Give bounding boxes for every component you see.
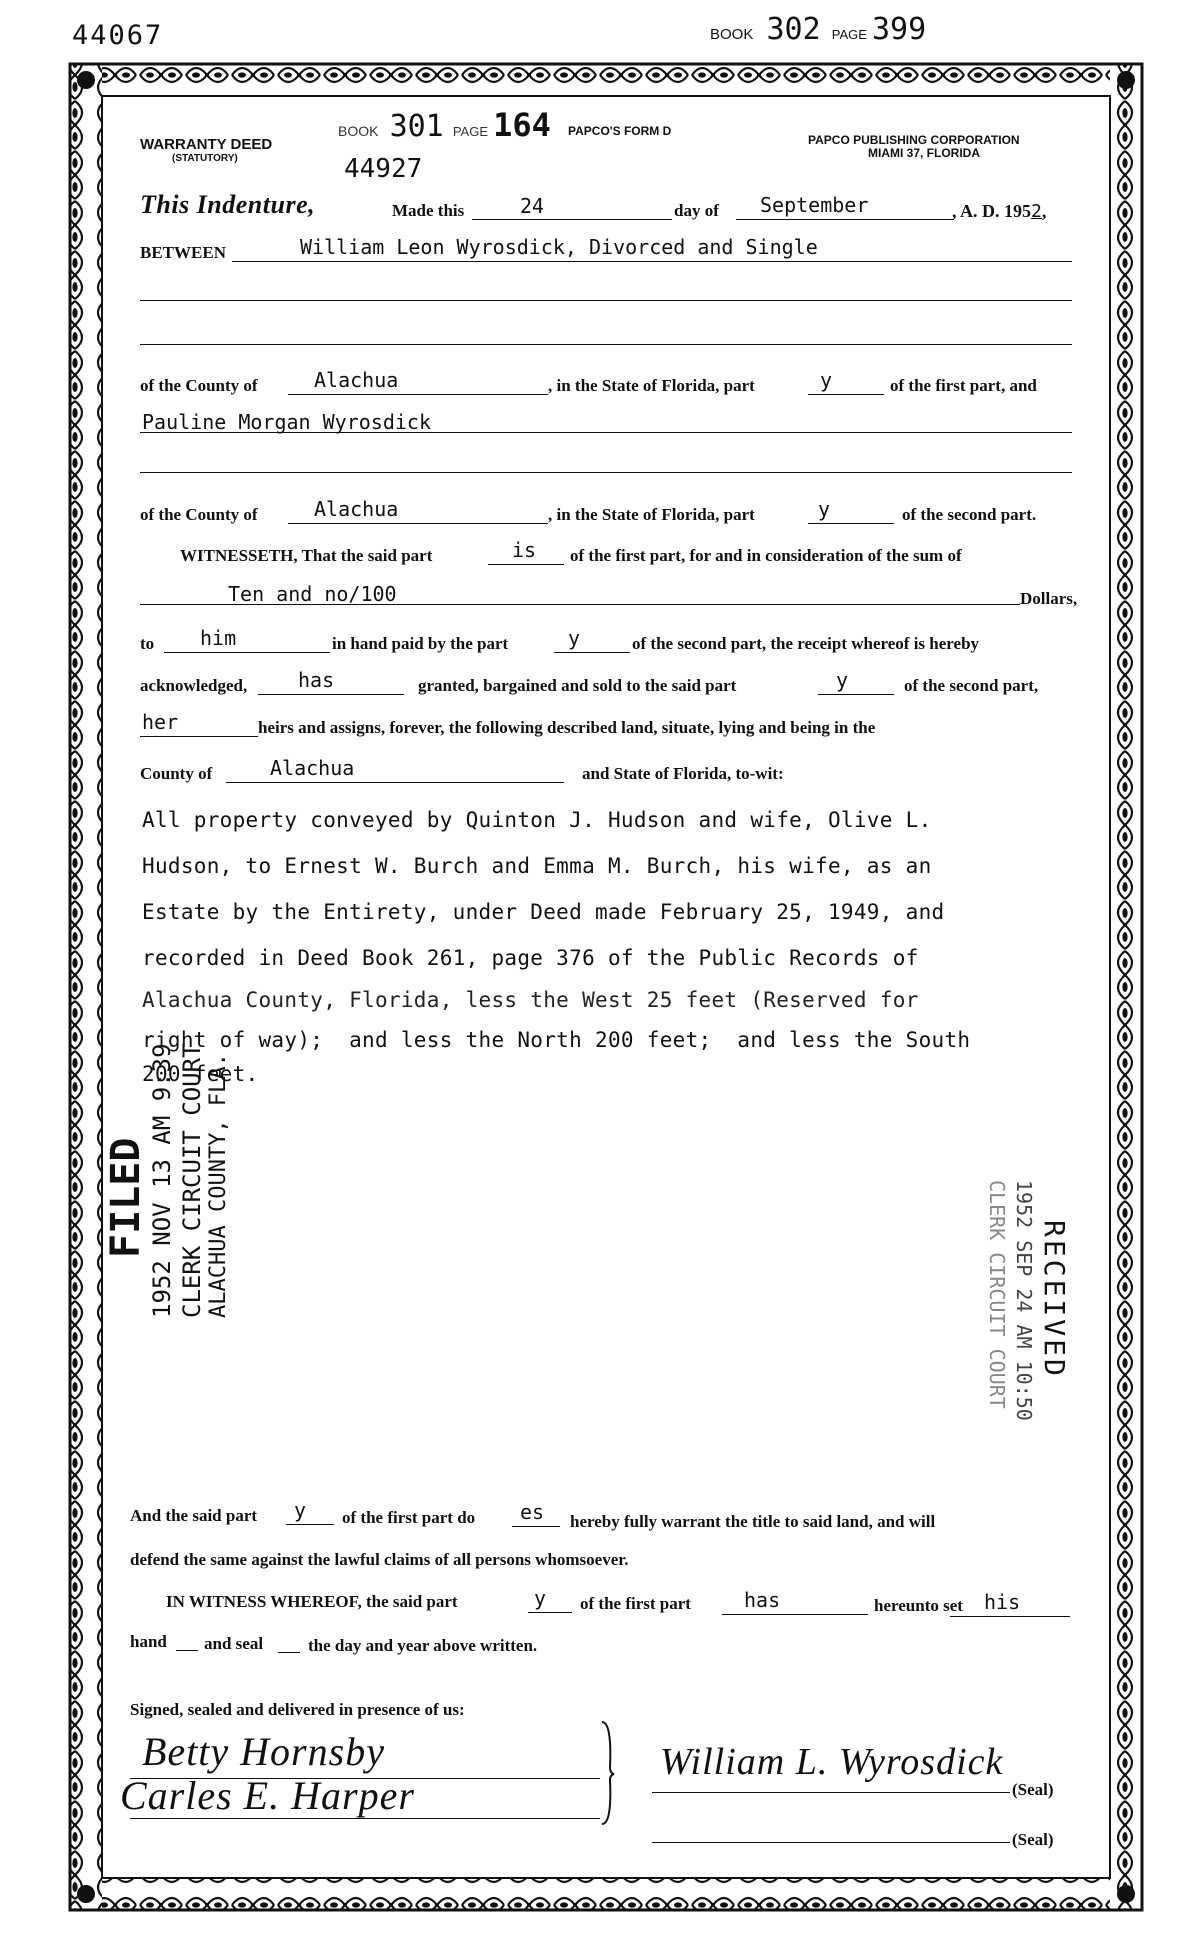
heirs-value: her — [142, 710, 179, 734]
book-label: BOOK — [710, 26, 754, 43]
warranty-line2: defend the same against the lawful claims of all persons whomsoever. — [130, 1550, 629, 1569]
ad-label — [952, 201, 1046, 222]
seal-label-1: (Seal) — [1012, 1780, 1054, 1799]
original-book-page — [338, 106, 551, 144]
day-of-label: day of — [674, 201, 719, 220]
description-line-1: All property conveyed by Quinton J. Hudson and wife, Olive L. — [142, 808, 932, 832]
deed-subtype: (STATUTORY) — [172, 153, 238, 164]
book-number: 302 — [766, 12, 821, 47]
hand-paid-label: in hand paid by the part — [332, 634, 509, 653]
page-number: 399 — [872, 12, 927, 47]
description-line-6: right of way); and less the North 200 feet; and less the South — [142, 1028, 971, 1052]
witnesseth-intro: WITNESSETH, That the said part — [180, 546, 433, 565]
day-year-label: the day and year above written. — [308, 1636, 538, 1655]
state-label-3: and State of Florida, to-wit: — [582, 764, 784, 783]
dollars-label: Dollars, — [1020, 589, 1078, 608]
witness-whereof-value2: his — [984, 1590, 1021, 1614]
receipt-label: of the second part, the receipt whereof is hereby — [632, 634, 980, 653]
orig-book-label: BOOK — [338, 123, 379, 139]
made-year-digit: 2 — [1031, 201, 1042, 222]
hand-label: hand — [130, 1632, 167, 1651]
grantor-name: William Leon Wyrosdick, Divorced and Single — [300, 235, 818, 259]
consideration-sum: Ten and no/100 — [228, 582, 397, 606]
received-stamp — [984, 1180, 1070, 1421]
document-number: 44067 — [72, 20, 164, 51]
warranty-line1-suffix: y — [294, 1498, 307, 1522]
form-name: PAPCO'S FORM D — [568, 124, 672, 138]
acknowledged-label: acknowledged, — [140, 676, 248, 695]
presence-label: Signed, sealed and delivered in presence of us: — [130, 1700, 465, 1719]
witness-signature-1: Betty Hornsby — [142, 1729, 385, 1774]
indenture-title: This Indenture, — [140, 190, 316, 219]
filed-county: ALACHUA COUNTY, FLA. — [206, 1053, 231, 1318]
made-month: September — [760, 193, 869, 217]
description-line-4: recorded in Deed Book 261, page 376 of the Public Records of — [142, 946, 919, 970]
second-part-label: of the second part. — [902, 505, 1037, 524]
to-value: him — [200, 626, 237, 650]
witness-whereof-b: of the first part — [580, 1594, 691, 1613]
description-line-3: Estate by the Entirety, under Deed made February 25, 1949, and — [142, 900, 945, 924]
filed-datetime: 1952 NOV 13 AM 9:39 — [148, 1043, 176, 1318]
state-label-1: , in the State of Florida, part — [548, 376, 755, 395]
county-label-2: of the County of — [140, 505, 258, 524]
orig-page-label: PAGE — [452, 124, 489, 139]
grantor-signature: William L. Wyrosdick — [660, 1741, 1004, 1783]
grantee-name: Pauline Morgan Wyrosdick — [142, 410, 431, 434]
grantor-party-suffix: y — [820, 368, 833, 392]
hand-paid-suffix: y — [568, 626, 581, 650]
witness-whereof-value: has — [744, 1588, 781, 1612]
seal-label-2: (Seal) — [1012, 1830, 1054, 1849]
county-label-3: County of — [140, 764, 213, 783]
warranty-line1-b: of the first part do — [342, 1508, 476, 1527]
to-label: to — [140, 634, 155, 653]
orig-book-number: 301 — [389, 109, 444, 144]
page-label: PAGE — [831, 27, 867, 42]
description-line-2: Hudson, to Ernest W. Burch and Emma M. Burch, his wife, as an — [142, 854, 932, 878]
warranty-line1-a: And the said part — [130, 1506, 258, 1525]
signature-bracket — [598, 1718, 618, 1828]
witness-whereof-suffix: y — [534, 1586, 547, 1610]
made-label: Made this — [392, 201, 465, 220]
orig-page-number: 164 — [493, 106, 551, 144]
received-word: RECEIVED — [1038, 1220, 1071, 1379]
seal-label: and seal — [204, 1634, 264, 1653]
description-line-7: 200 feet. — [142, 1062, 259, 1086]
state-label-2: , in the State of Florida, part — [548, 505, 755, 524]
witness-signature-2: Carles E. Harper — [120, 1773, 415, 1818]
grantee-party-suffix: y — [818, 497, 831, 521]
warranty-line1-value: es — [520, 1500, 545, 1524]
witness-whereof-a: IN WITNESS WHEREOF, the said part — [166, 1592, 458, 1611]
ad-end: , — [1041, 201, 1047, 221]
first-part-label: of the first part, and — [890, 376, 1037, 395]
county-label-1: of the County of — [140, 376, 258, 395]
publisher-city: MIAMI 37, FLORIDA — [868, 146, 981, 160]
witness-whereof-c: hereunto set — [874, 1596, 963, 1615]
acknowledged-value: has — [298, 668, 335, 692]
between-label: BETWEEN — [140, 243, 226, 262]
ad-text: , A. D. 195 — [952, 201, 1032, 221]
second-part-label-2: of the second part, — [904, 676, 1039, 695]
received-court: CLERK CIRCUIT COURT — [985, 1180, 1009, 1409]
warranty-line1-c: hereby fully warrant the title to said land, and will — [570, 1512, 936, 1531]
filed-court: CLERK CIRCUIT COURT — [178, 1043, 206, 1318]
grantor-county: Alachua — [314, 368, 399, 392]
deed-type: WARRANTY DEED — [140, 136, 273, 153]
witnesseth-part-suffix: is — [512, 538, 537, 562]
land-county: Alachua — [270, 756, 355, 780]
consideration-label: of the first part, for and in consideration of the sum of — [570, 546, 962, 565]
description-line-5: Alachua County, Florida, less the West 25 feet (Reserved for — [142, 988, 919, 1012]
made-day: 24 — [520, 194, 545, 218]
filed-stamp — [103, 1043, 232, 1318]
grantee-county: Alachua — [314, 497, 399, 521]
granted-suffix: y — [836, 668, 849, 692]
heirs-label: heirs and assigns, forever, the following described land, situate, lying and being in the — [258, 718, 876, 737]
publisher-name: PAPCO PUBLISHING CORPORATION — [808, 133, 1020, 147]
granted-label: granted, bargained and sold to the said part — [418, 676, 737, 695]
received-datetime: 1952 SEP 24 AM 10:50 — [1012, 1180, 1036, 1421]
instrument-number: 44927 — [344, 154, 423, 184]
filed-word: FILED — [103, 1137, 149, 1258]
